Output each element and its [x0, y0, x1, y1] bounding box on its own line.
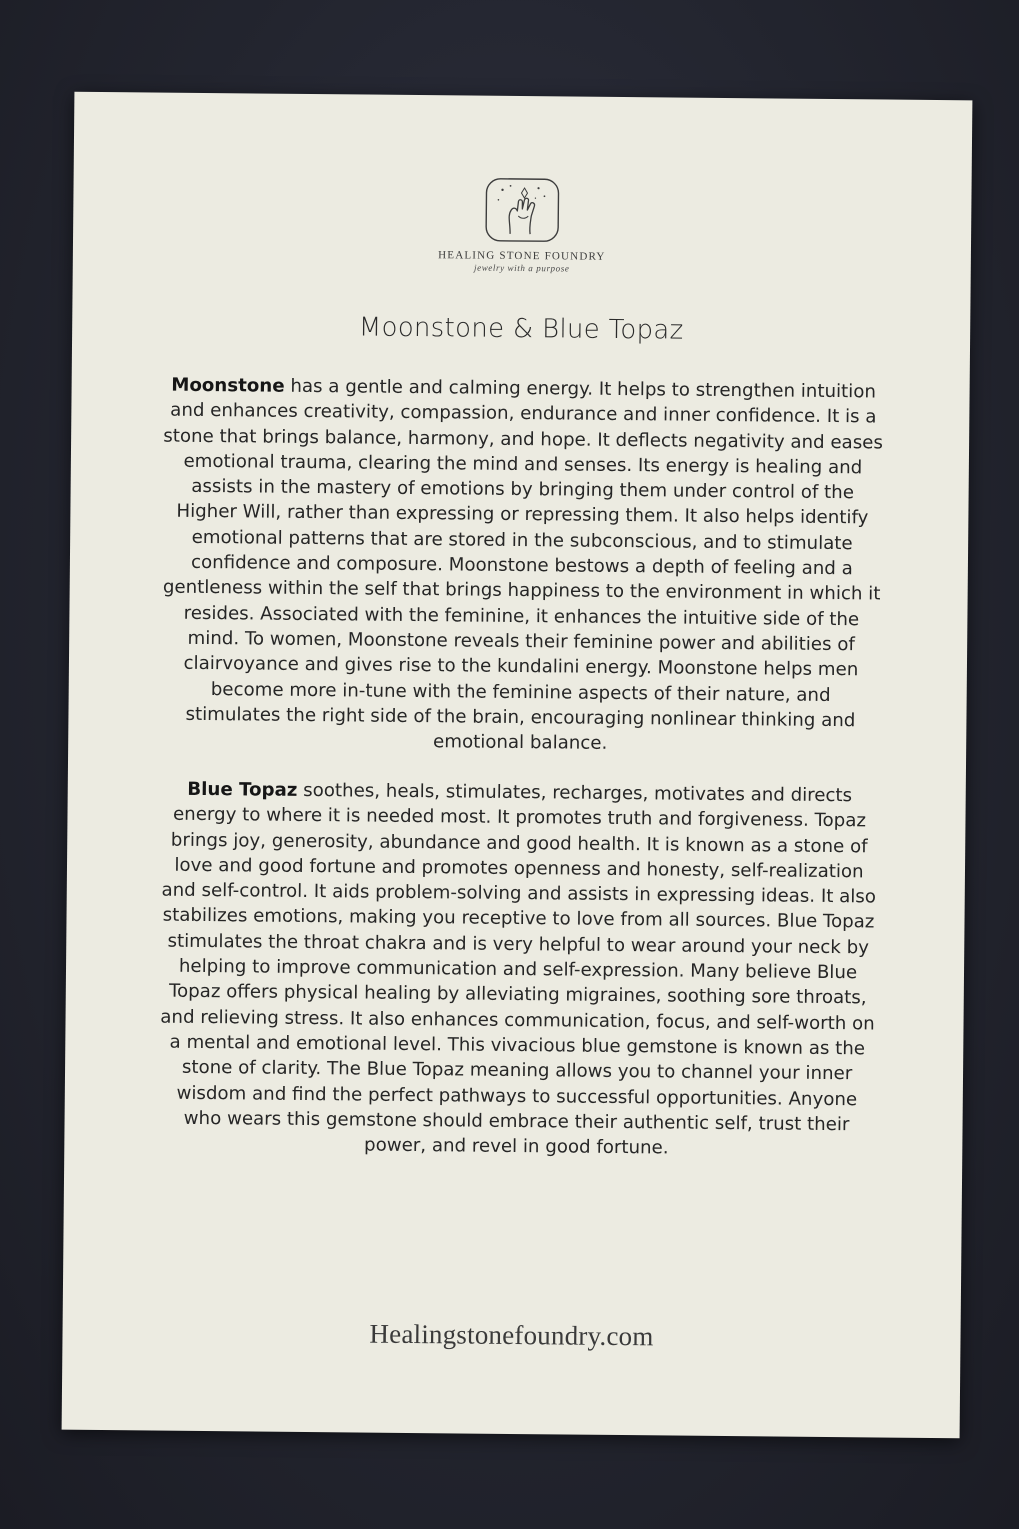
blue-topaz-lead: Blue Topaz — [187, 778, 298, 801]
moonstone-lead: Moonstone — [171, 374, 285, 397]
brand-name: HEALING STONE FOUNDRY — [438, 249, 606, 263]
moonstone-paragraph — [160, 373, 884, 759]
brand-logo — [73, 172, 972, 278]
info-card — [62, 92, 973, 1439]
website-url: Healingstonefoundry.com — [369, 1318, 654, 1352]
moonstone-text: has a gentle and calming energy. It helps to strengthen intuition and enhances creativity, compassion, endurance and inner confidence. It is a stone that brings balance, harmony, and hope. It deflects negativity and eases emotional trauma, clearing the mind and senses. Its energy is healing and assists in the mastery of emotions by bringing them under control of the Higher Will, rather than expressing or repressing them. It also helps identify emotional patterns that are stored in the subconscious, and to stimulate confidence and composure. Moonstone bestows a depth of feeling and a gentleness within the self that brings happiness to the environment in which it resides. Associated with the feminine, it enhances the intuitive side of the mind. To women, Moonstone reveals their feminine power and abilities of clairvoyance and gives rise to the kundalini energy. Moonstone helps men become more in-tune with the feminine aspects of their nature, and stimulates the right side of the brain, encouraging nonlinear thinking and emotional balance. — [162, 375, 884, 755]
blue-topaz-paragraph — [156, 777, 880, 1163]
hand-crystal-icon — [480, 176, 565, 247]
blue-topaz-text: soothes, heals, stimulates, recharges, motivates and directs energy to where it is needed most. It promotes truth and forgiveness. Topaz brings joy, generosity, abundance and good health. It is known as a stone of love and good fortune and promotes openness and honesty, self-realization and self-control. It aids problem-solving and assists in expressing ideas. It also stabilizes emotions, making you receptive to love from all sources. Blue Topaz stimulates the throat chakra and is very helpful to wear around your neck by helping to improve communication and self-expression. Many believe Blue Topaz offers physical healing by alleviating migraines, soothing sore throats, and relieving stress. It also enhances communication, focus, and self-worth on a mental and emotional level. This vivacious blue gemstone is known as the stone of clarity. The Blue Topaz meaning allows you to channel your inner wisdom and find the perfect pathways to successful opportunities. Anyone who wears this gemstone should embrace their authentic self, trust their power, and revel in good fortune. — [160, 779, 877, 1159]
card-title: Moonstone & Blue Topaz — [358, 312, 684, 346]
brand-tagline: jewelry with a purpose — [473, 262, 570, 274]
